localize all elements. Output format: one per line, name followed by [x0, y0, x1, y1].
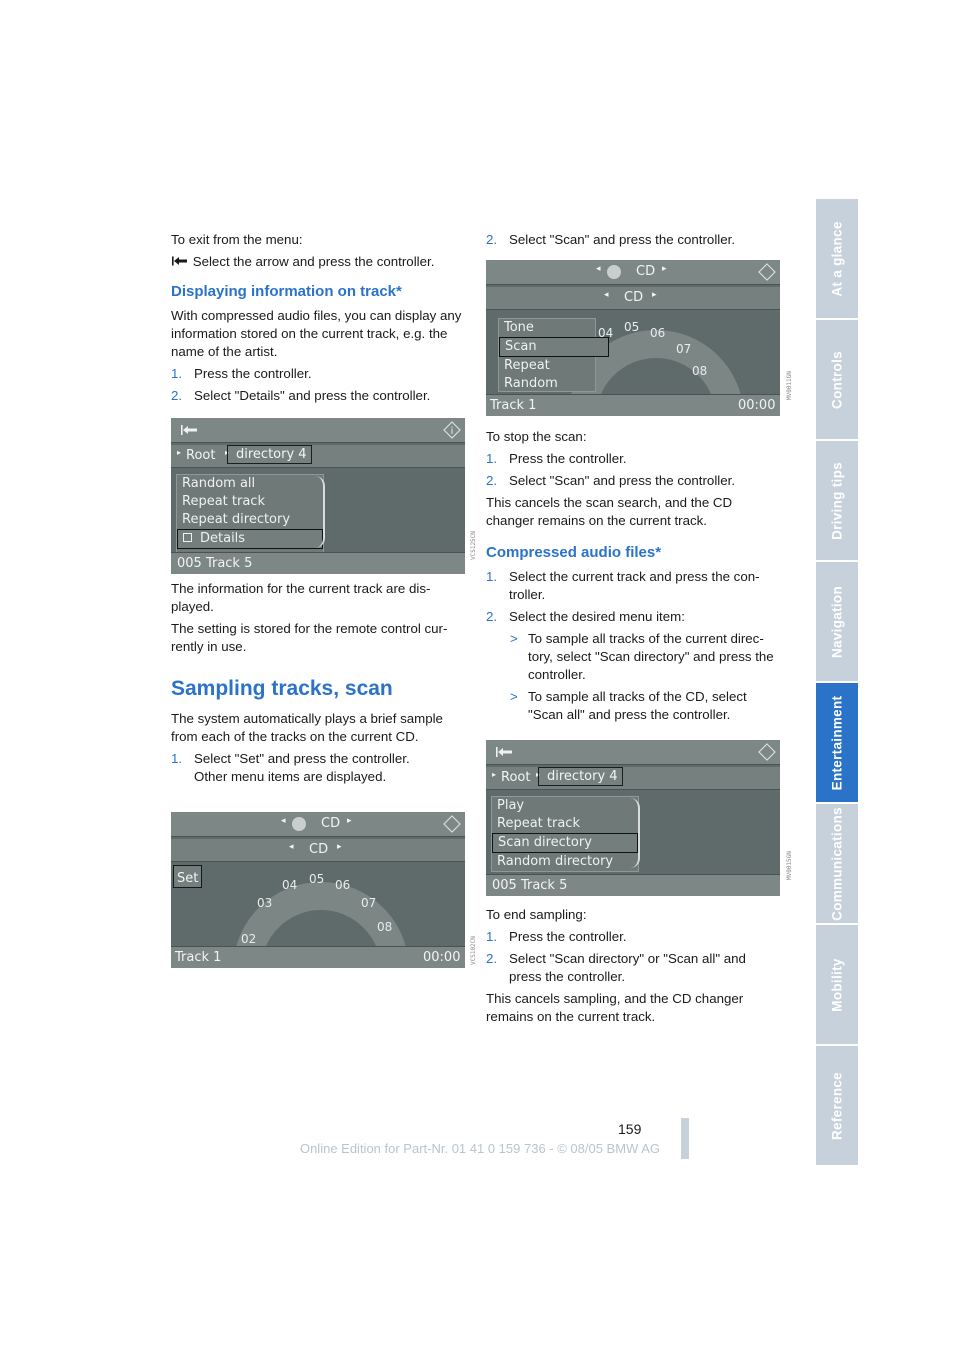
heading-compressed: Compressed audio files*: [486, 544, 662, 561]
info-icon: [443, 815, 461, 833]
menu-item[interactable]: Repeat directory: [182, 512, 291, 527]
chevron-icon: ▸: [225, 448, 230, 457]
image-code: MV0011GN: [786, 371, 793, 400]
chevron-right-icon: ▸: [662, 264, 667, 274]
dial-track[interactable]: 08: [692, 364, 708, 378]
menu-item[interactable]: Play: [497, 798, 525, 813]
exit-instruction: Select the arrow and press the controller.: [171, 253, 463, 271]
dial-track[interactable]: 04: [598, 326, 614, 340]
chevron-icon: ▸: [536, 770, 541, 779]
dial-track[interactable]: 05: [624, 320, 640, 334]
end-result: This cancels sampling, and the CD changer remains on the current track.: [486, 991, 744, 1024]
comp-sub-1: > To sample all tracks of the current directory, select "Scan directory" and press the controller.: [510, 631, 774, 682]
dial-track[interactable]: 02: [241, 932, 257, 946]
image-code: VCS102CN: [470, 936, 477, 965]
display-step-2: 2. Select "Details" and press the controller.: [171, 388, 431, 403]
info-icon: [758, 743, 776, 761]
chevron-icon: ▸: [492, 770, 497, 779]
back-arrow-icon: [494, 745, 514, 759]
menu-item-selected[interactable]: Details: [177, 529, 323, 549]
menu-list: [491, 796, 639, 872]
path-directory: directory 4: [538, 767, 623, 786]
chevron-left-icon: ◂: [604, 290, 609, 300]
back-arrow-icon: [179, 423, 199, 437]
chevron-right-icon: ▸: [337, 842, 342, 852]
stop-intro: To stop the scan:: [486, 429, 587, 444]
sub-cd: CD: [624, 290, 644, 305]
menu-list: [498, 318, 596, 392]
chevron-left-icon: ◂: [289, 842, 294, 852]
menu-item[interactable]: Random all: [182, 476, 256, 491]
image-code: MV0015GN: [786, 851, 793, 880]
path-root: Root: [501, 770, 531, 785]
dial-track[interactable]: 04: [282, 878, 298, 892]
exit-intro: To exit from the menu:: [171, 232, 303, 247]
tab-entertainment[interactable]: Entertainment: [816, 683, 858, 802]
dial-track[interactable]: 05: [309, 872, 325, 886]
image-code: VCS125CN: [470, 531, 477, 560]
menu-list: [176, 474, 324, 554]
menu-item[interactable]: Repeat track: [182, 494, 265, 509]
tab-reference[interactable]: Reference: [816, 1046, 858, 1165]
chapter-tabs: [816, 199, 858, 1167]
path-directory: directory 4: [227, 445, 312, 464]
setting-stored: The setting is stored for the remote control currently in use.: [171, 621, 448, 654]
svg-text:i: i: [450, 426, 454, 437]
chevron-right-icon: ▸: [652, 290, 657, 300]
info-icon: [443, 421, 461, 439]
tab-communications[interactable]: Communications: [816, 804, 858, 923]
dial-track[interactable]: 03: [257, 896, 273, 910]
stop-step-1: 1. Press the controller.: [486, 451, 627, 466]
display-body: With compressed audio files, you can display any information stored on the current track, e.g. the name of the artist.: [171, 308, 462, 359]
back-arrow-icon: [171, 255, 189, 267]
end-step-1: 1. Press the controller.: [486, 929, 627, 944]
stop-step-2: 2. Select "Scan" and press the controller.: [486, 473, 736, 488]
scan-step-2: 2. Select "Scan" and press the controller.: [486, 232, 736, 247]
dial-track[interactable]: 07: [361, 896, 377, 910]
screen-cd-set: [171, 812, 465, 968]
tab-at-a-glance[interactable]: At a glance: [816, 199, 858, 318]
chevron-left-icon: ◂: [596, 264, 601, 274]
status-time: 00:00: [423, 950, 461, 965]
tab-driving-tips[interactable]: Driving tips: [816, 441, 858, 560]
sampling-step-1: 1. Select "Set" and press the controller. Other menu items are displayed.: [171, 751, 410, 784]
status-track: Track 1: [175, 950, 222, 965]
dial-track[interactable]: 08: [377, 920, 393, 934]
dial-track[interactable]: 06: [335, 878, 351, 892]
comp-step-2: 2. Select the desired menu item:: [486, 609, 685, 624]
dial-track[interactable]: 06: [650, 326, 666, 340]
sub-cd: CD: [309, 842, 329, 857]
current-track: 005 Track 5: [492, 878, 568, 893]
tab-controls[interactable]: Controls: [816, 320, 858, 439]
screen-scan-menu: [486, 260, 780, 416]
chevron-right-icon: ▸: [347, 816, 352, 826]
chevron-left-icon: ◂: [281, 816, 286, 826]
menu-item[interactable]: Repeat track: [497, 816, 580, 831]
page-number: 159: [618, 1121, 642, 1137]
cd-icon: [292, 817, 306, 831]
stop-result: This cancels the scan search, and the CD changer remains on the current track.: [486, 495, 733, 528]
menu-item-set[interactable]: Set: [173, 865, 202, 888]
checkbox-icon: [183, 533, 192, 542]
chevron-icon: ▸: [177, 448, 182, 457]
status-time: 00:00: [738, 398, 776, 413]
scrollbar[interactable]: [311, 476, 325, 548]
screen-details-menu: [171, 418, 465, 574]
heading-sampling: Sampling tracks, scan: [171, 677, 393, 700]
cd-icon: [607, 265, 621, 279]
menu-item[interactable]: Tone: [504, 320, 534, 335]
sampling-body: The system automatically plays a brief sample from each of the tracks on the current CD.: [171, 711, 443, 744]
source-cd: CD: [636, 264, 656, 279]
display-step-1: 1. Press the controller.: [171, 366, 312, 381]
info-displayed: The information for the current track are displayed.: [171, 581, 431, 614]
info-icon: [758, 263, 776, 281]
comp-sub-2: > To sample all tracks of the CD, select "Scan all" and press the controller.: [510, 689, 747, 722]
tab-mobility[interactable]: Mobility: [816, 925, 858, 1044]
left-column: [171, 231, 463, 409]
comp-step-1: 1. Select the current track and press the controller.: [486, 569, 760, 602]
scrollbar[interactable]: [626, 798, 640, 868]
heading-displaying-info: Displaying information on track*: [171, 283, 402, 300]
status-track: Track 1: [490, 398, 537, 413]
menu-item[interactable]: Random: [504, 376, 558, 391]
source-cd: CD: [321, 816, 341, 831]
end-step-2: 2. Select "Scan directory" or "Scan all" and press the controller.: [486, 951, 746, 984]
tab-navigation[interactable]: Navigation: [816, 562, 858, 681]
current-track: 005 Track 5: [177, 556, 253, 571]
footer-edition: Online Edition for Part-Nr. 01 41 0 159 736 - © 08/05 BMW AG: [299, 1141, 661, 1156]
end-intro: To end sampling:: [486, 907, 587, 922]
menu-item-selected[interactable]: Scan: [499, 337, 609, 357]
path-root: Root: [186, 448, 216, 463]
menu-item-selected[interactable]: Scan directory: [492, 833, 638, 853]
dial-track[interactable]: 07: [676, 342, 692, 356]
menu-item[interactable]: Random directory: [497, 854, 614, 869]
menu-item[interactable]: Repeat: [504, 358, 550, 373]
screen-scan-directory: [486, 740, 780, 896]
